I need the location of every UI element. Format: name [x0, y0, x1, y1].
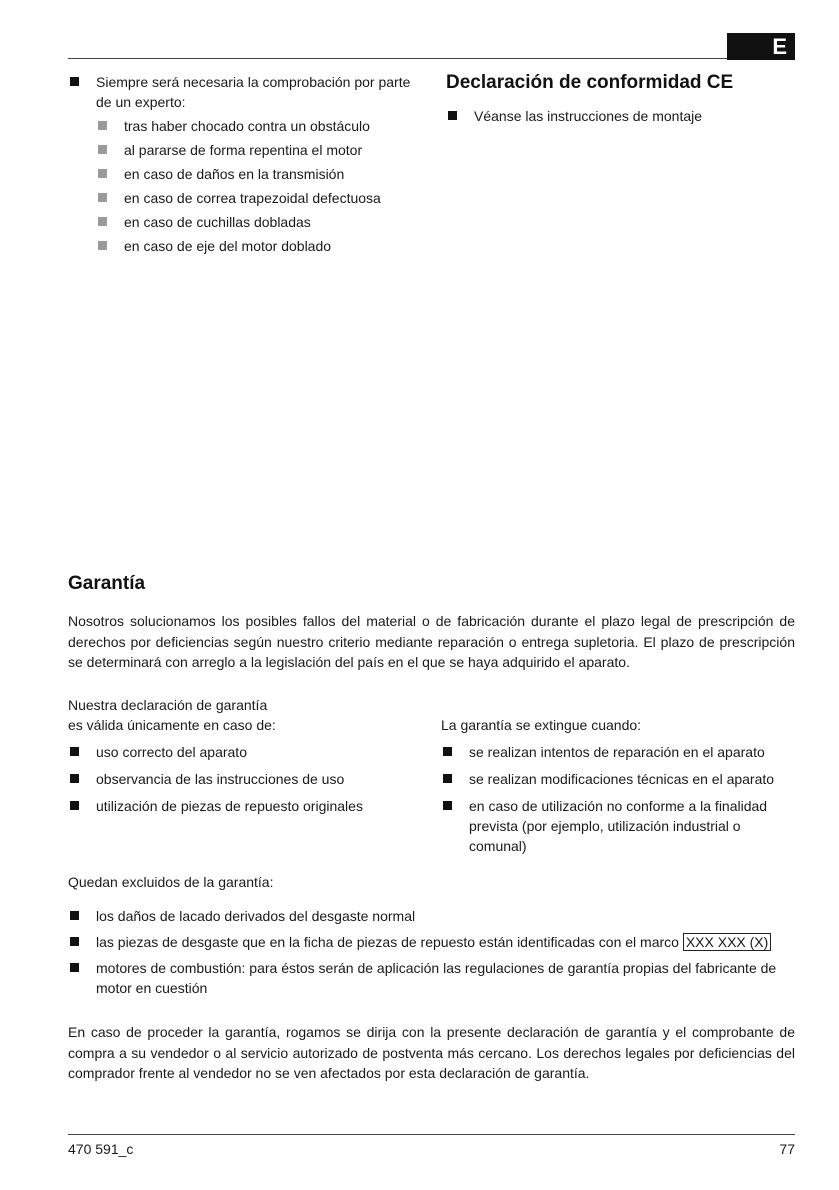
conformity-section	[446, 72, 796, 126]
list-item: uso correcto del aparato	[68, 742, 418, 762]
excluded-item-text: las piezas de desgaste que en la ficha de piezas de repuesto están identificadas con el marco	[96, 934, 679, 950]
page-number: 77	[779, 1141, 795, 1157]
list-item: en caso de daños en la transmisión	[96, 164, 414, 184]
language-tab: E	[727, 33, 795, 60]
excluded-item-text: motores de combustión: para éstos serán de aplicación las regulaciones de garantía propias del fabricante de motor en cuestión	[96, 960, 777, 996]
excluded-item-text: los daños de lacado derivados del desgaste normal	[96, 908, 416, 924]
header-rule	[68, 58, 795, 59]
warranty-closing: En caso de proceder la garantía, rogamos se dirija con la presente declaración de garantía y el comprobante de compra a su vendedor o al servicio autorizado de postventa más cercano. Los derechos legales por deficiencias del comprador frente al vendedor no se ven afectados por esta declaración de garantía.	[68, 1024, 795, 1081]
footer-rule	[68, 1134, 795, 1135]
valid-block	[68, 695, 418, 816]
warranty-heading: Garantía	[68, 573, 146, 594]
list-item: en caso de correa trapezoidal defectuosa	[96, 188, 414, 208]
excluded-heading: Quedan excluidos de la garantía:	[68, 874, 274, 890]
excluded-block	[68, 872, 795, 998]
wear-part-frame: XXX XXX (X)	[683, 933, 771, 951]
expires-block	[441, 715, 796, 856]
list-item: en caso de eje del motor doblado	[96, 236, 414, 256]
list-item: al pararse de forma repentina el motor	[96, 140, 414, 160]
inspection-section	[68, 72, 414, 256]
valid-line1: Nuestra declaración de garantía	[68, 697, 268, 713]
inspection-intro: Siempre será necesaria la comprobación por parte de un experto:	[68, 72, 414, 112]
list-item	[68, 958, 795, 998]
list-item: utilización de piezas de repuesto originales	[68, 796, 418, 816]
list-item	[68, 906, 795, 926]
valid-list	[68, 742, 418, 816]
warranty-intro: Nosotros solucionamos los posibles fallos del material o de fabricación durante el plazo legal de prescripción de derechos por deficiencias según nuestro criterio mediante reparación o entrega supletoria. El plazo de prescripción se determinará con arreglo a la legislación del país en el que se haya adquirido el aparato.	[68, 613, 795, 670]
list-item: se realizan intentos de reparación en el aparato	[441, 742, 796, 762]
list-item: tras haber chocado contra un obstáculo	[96, 116, 414, 136]
conformity-bullet: Véanse las instrucciones de montaje	[446, 106, 796, 126]
valid-line2: es válida únicamente en caso de:	[68, 717, 276, 733]
list-item: se realizan modificaciones técnicas en el aparato	[441, 769, 796, 789]
list-item: en caso de cuchillas dobladas	[96, 212, 414, 232]
conformity-heading: Declaración de conformidad CE	[446, 72, 734, 93]
list-item	[68, 932, 795, 952]
list-item: observancia de las instrucciones de uso	[68, 769, 418, 789]
expires-heading: La garantía se extingue cuando:	[441, 717, 642, 733]
inspection-sub-list	[96, 116, 414, 256]
excluded-list	[68, 906, 795, 998]
list-item: en caso de utilización no conforme a la finalidad prevista (por ejemplo, utilización industrial o comunal)	[441, 796, 769, 856]
doc-code: 470 591_c	[68, 1141, 134, 1157]
expires-list	[441, 742, 796, 856]
